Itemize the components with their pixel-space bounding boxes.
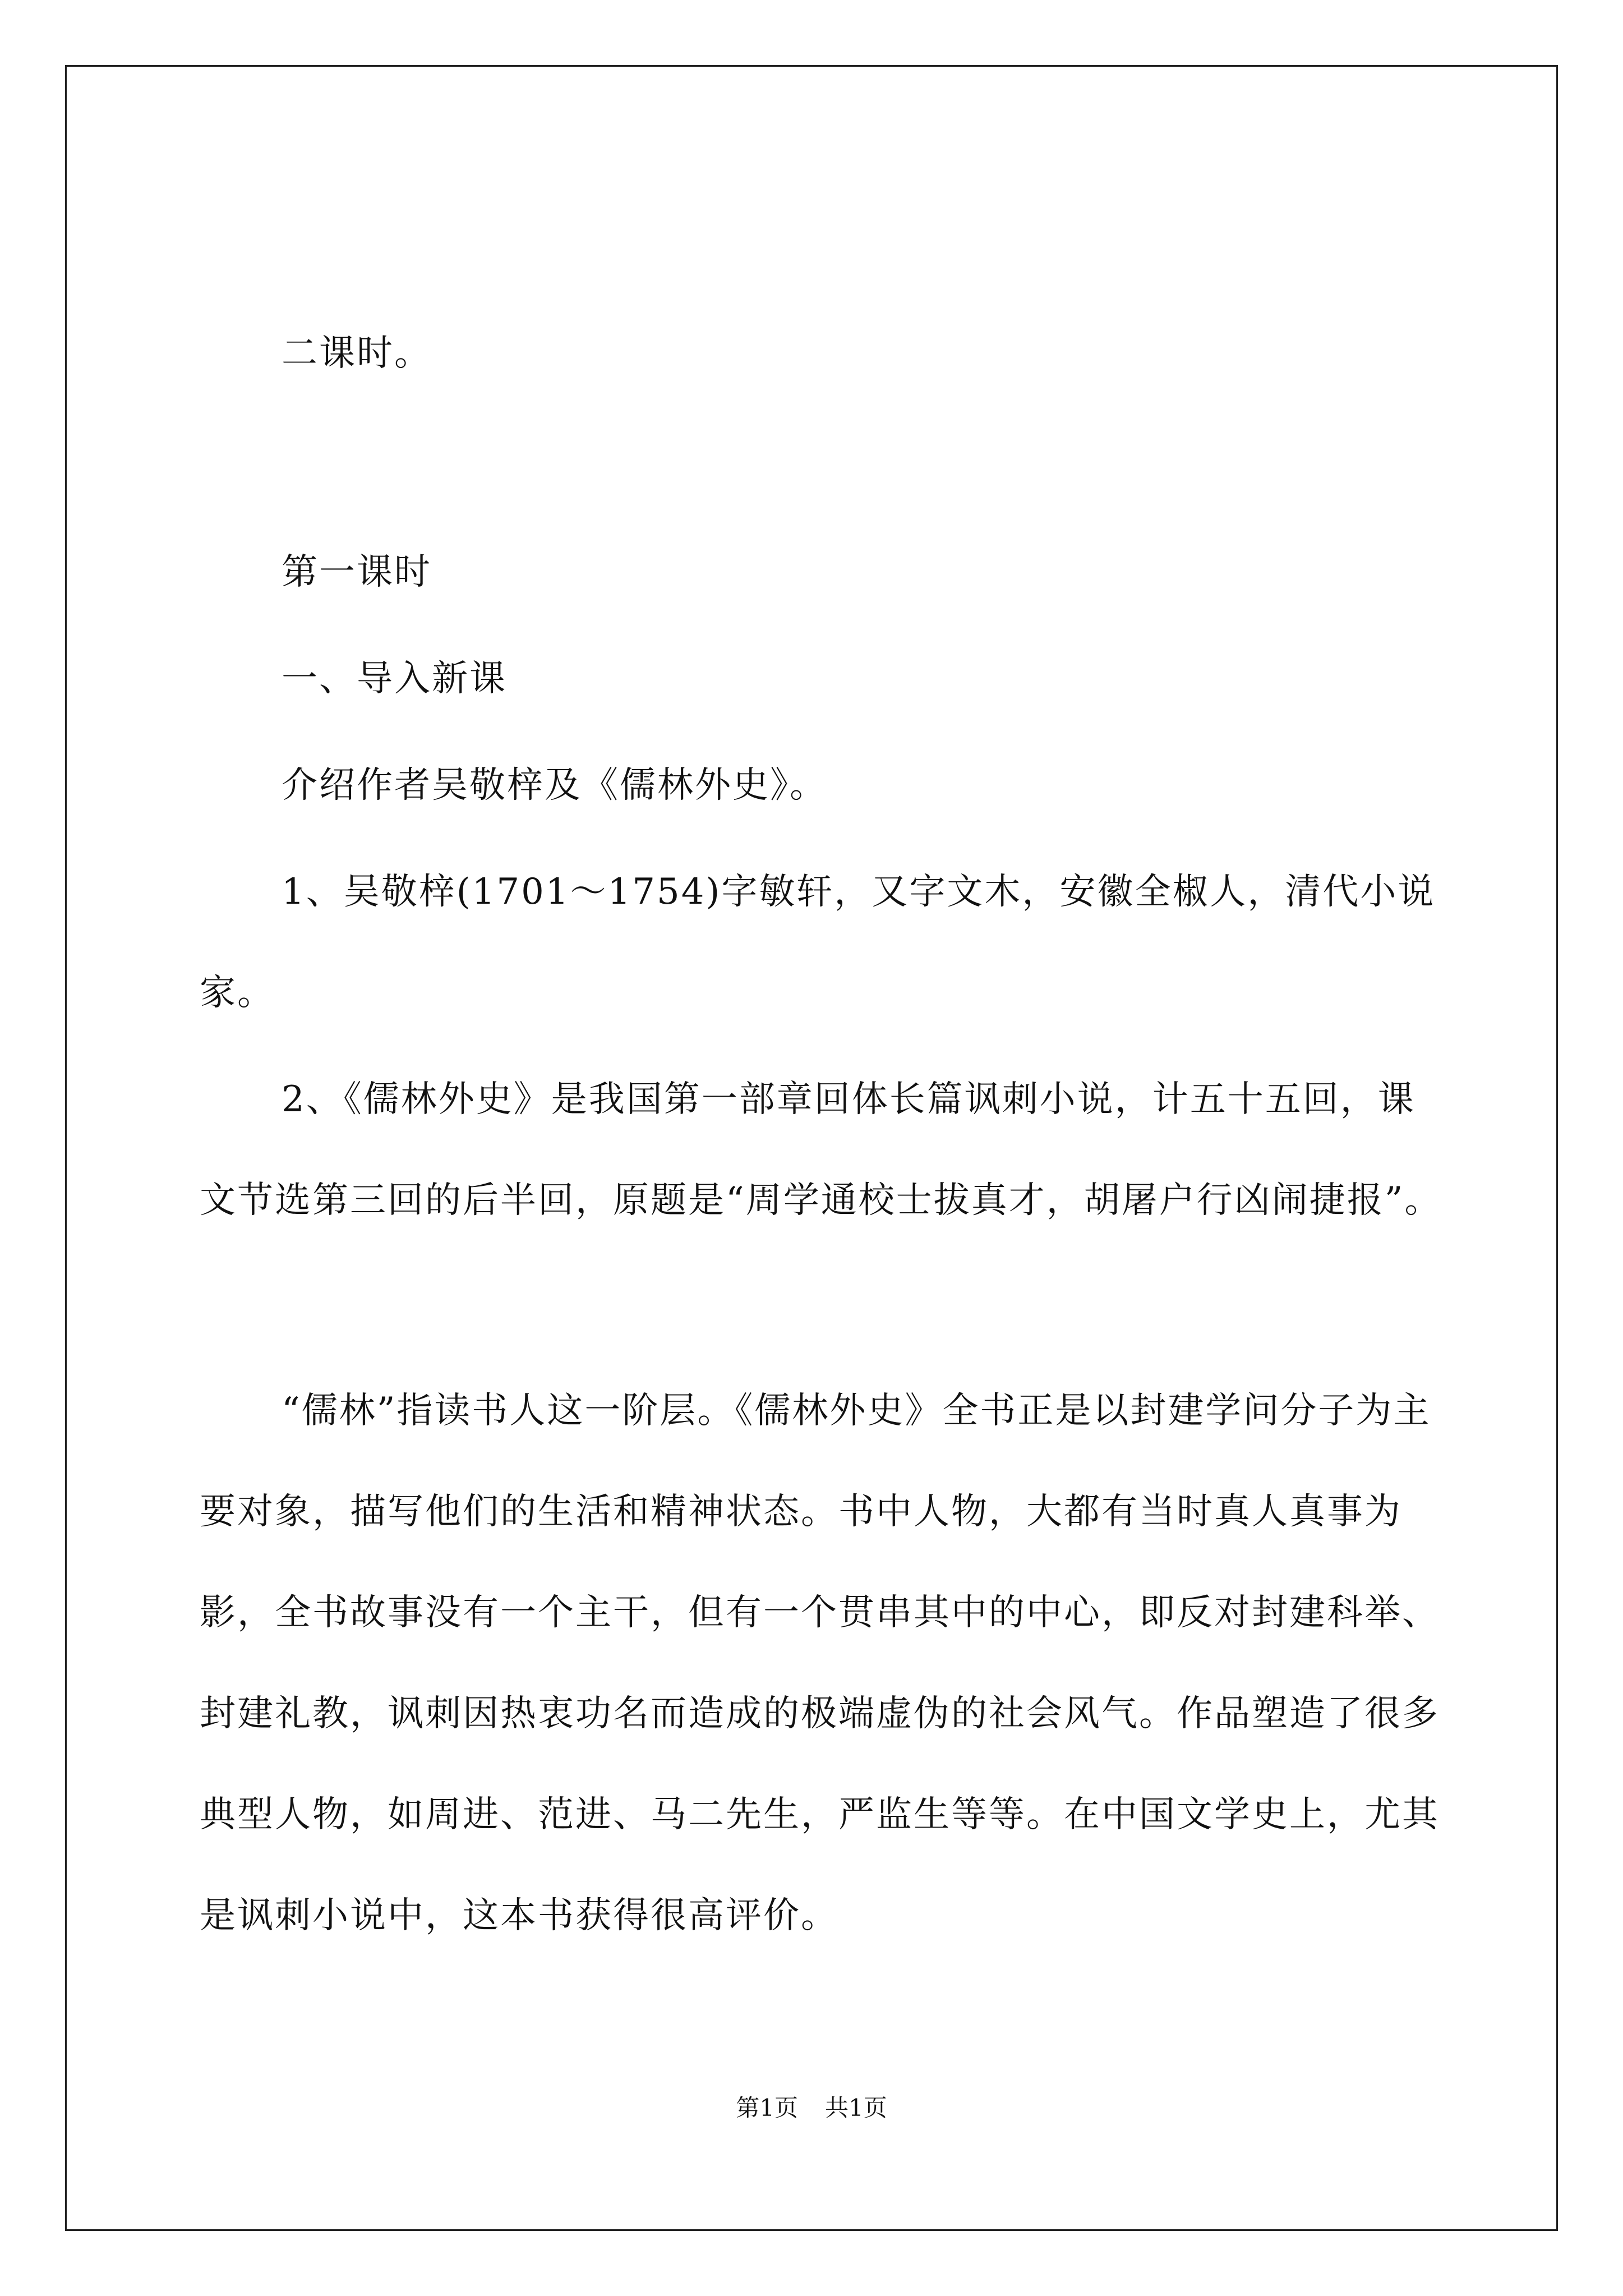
page-total: 共1页 xyxy=(825,2094,887,2122)
section-heading-lesson-one: 第一课时 xyxy=(282,551,432,593)
paragraph-1: 二课时。 xyxy=(282,333,432,374)
page-number: 第1页 xyxy=(736,2094,798,2122)
page-footer xyxy=(0,2091,1623,2125)
paragraph-author-intro: 介绍作者吴敬梓及《儒林外史》。 xyxy=(282,765,827,806)
paragraph-rulin-explanation: “儒林”指读书人这一阶层。《儒林外史》全书正是以封建学问分子为主要对象，描写他们的生活和精神状态。书中人物，大都有当时真人真事为影，全书故事没有一个主干，但有一个贯串其中的中心，即反对封建科举、封建礼教，讽刺因热衷功名而造成的极端虚伪的社会风气。作品塑造了很多典型人物，如周进、范进、马二先生，严监生等等。在中国文学史上，尤其是讽刺小说中，这本书获得很高评价。 xyxy=(200,1390,1440,1936)
paragraph-book-intro: 2、《儒林外史》是我国第一部章回体长篇讽刺小说，计五十五回，课文节选第三回的后半回，原题是“周学通校士拔真才，胡屠户行凶闹捷报”。 xyxy=(200,1079,1442,1221)
paragraph-author-bio: 1、吴敬梓(1701～1754)字敏轩，又字文木，安徽全椒人，清代小说家。 xyxy=(200,871,1436,1014)
section-heading-intro: 一、导入新课 xyxy=(282,658,507,700)
